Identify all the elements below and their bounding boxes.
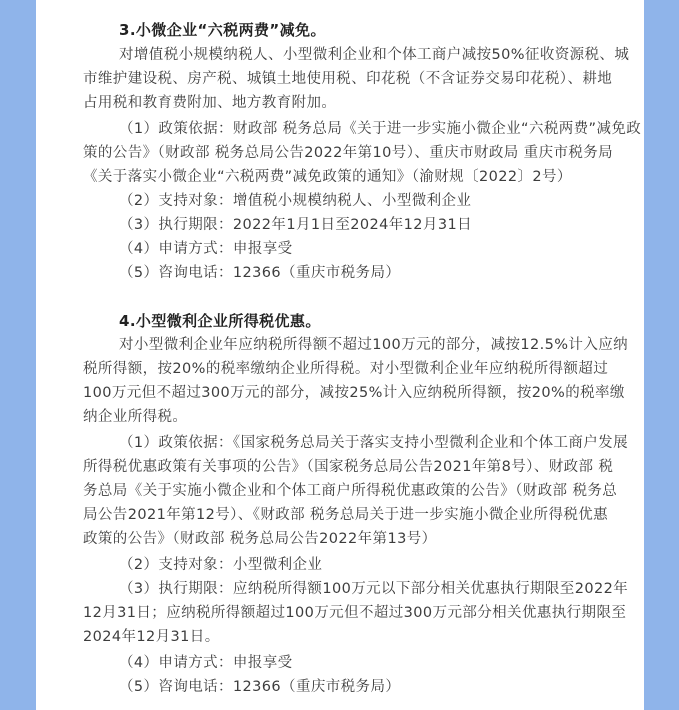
section-3-method: （4）申请方式：申报享受 <box>119 241 293 257</box>
section-3-policy-line: 《关于落实小微企业“六税两费”减免政策的通知》（渝财规〔2022〕2号） <box>83 169 572 185</box>
section-4-policy-line: 局公告2021年第12号）、《财政部 税务总局关于进一步实施小微企业所得税优惠 <box>83 507 609 523</box>
section-3-policy-line: （1）政策依据：财政部 税务总局《关于进一步实施小微企业“六税两费”减免政 <box>119 121 642 137</box>
section-4-policy-line: 务总局《关于实施小微企业和个体工商户所得税优惠政策的公告》（财政部 税务总 <box>83 483 618 499</box>
section-3-intro-line: 占用税和教育费附加、地方教育附加。 <box>83 95 337 111</box>
section-3-intro-line: 对增值税小规模纳税人、小型微利企业和个体工商户减按50%征收资源税、城 <box>119 47 630 63</box>
section-3-policy-line: 策的公告》（财政部 税务总局公告2022年第10号）、重庆市财政局 重庆市税务局 <box>83 145 614 161</box>
section-4-period-line: （3）执行期限：应纳税所得额100万元以下部分相关优惠执行期限至2022年 <box>119 581 629 597</box>
section-3-phone: （5）咨询电话：12366（重庆市税务局） <box>119 265 401 281</box>
section-4-heading: 4.小型微利企业所得税优惠。 <box>119 312 321 330</box>
section-4-intro-line: 税所得额，按20%的税率缴纳企业所得税。对小型微利企业年应纳税所得额超过 <box>83 361 609 377</box>
section-3-intro-line: 市维护建设税、房产税、城镇土地使用税、印花税（不含证券交易印花税）、耕地 <box>83 71 613 87</box>
section-4-intro-line: 纳企业所得税。 <box>83 409 188 425</box>
section-4-policy-line: （1）政策依据：《国家税务总局关于落实支持小型微利企业和个体工商户发展 <box>119 435 628 451</box>
section-4-method: （4）申请方式：申报享受 <box>119 655 293 671</box>
section-4-policy-line: 所得税优惠政策有关事项的公告》（国家税务总局公告2021年第8号）、财政部 税 <box>83 459 614 475</box>
section-4-policy-line: 政策的公告》（财政部 税务总局公告2022年第13号） <box>83 531 437 547</box>
section-3-target: （2）支持对象：增值税小规模纳税人、小型微利企业 <box>119 193 472 209</box>
section-4-intro-line: 100万元但不超过300万元的部分，减按25%计入应纳税所得额，按20%的税率缴 <box>83 385 625 401</box>
section-4-period-line: 2024年12月31日。 <box>83 629 220 645</box>
article-page <box>36 0 644 710</box>
section-4-phone: （5）咨询电话：12366（重庆市税务局） <box>119 679 401 695</box>
section-4-period-line: 12月31日；应纳税所得额超过100万元但不超过300万元部分相关优惠执行期限至 <box>83 605 627 621</box>
section-3-heading: 3.小微企业“六税两费”减免。 <box>119 21 326 39</box>
section-4-target: （2）支持对象：小型微利企业 <box>119 557 323 573</box>
section-3-period: （3）执行期限：2022年1月1日至2024年12月31日 <box>119 217 472 233</box>
section-4-intro-line: 对小型微利企业年应纳税所得额不超过100万元的部分，减按12.5%计入应纳 <box>119 337 629 353</box>
